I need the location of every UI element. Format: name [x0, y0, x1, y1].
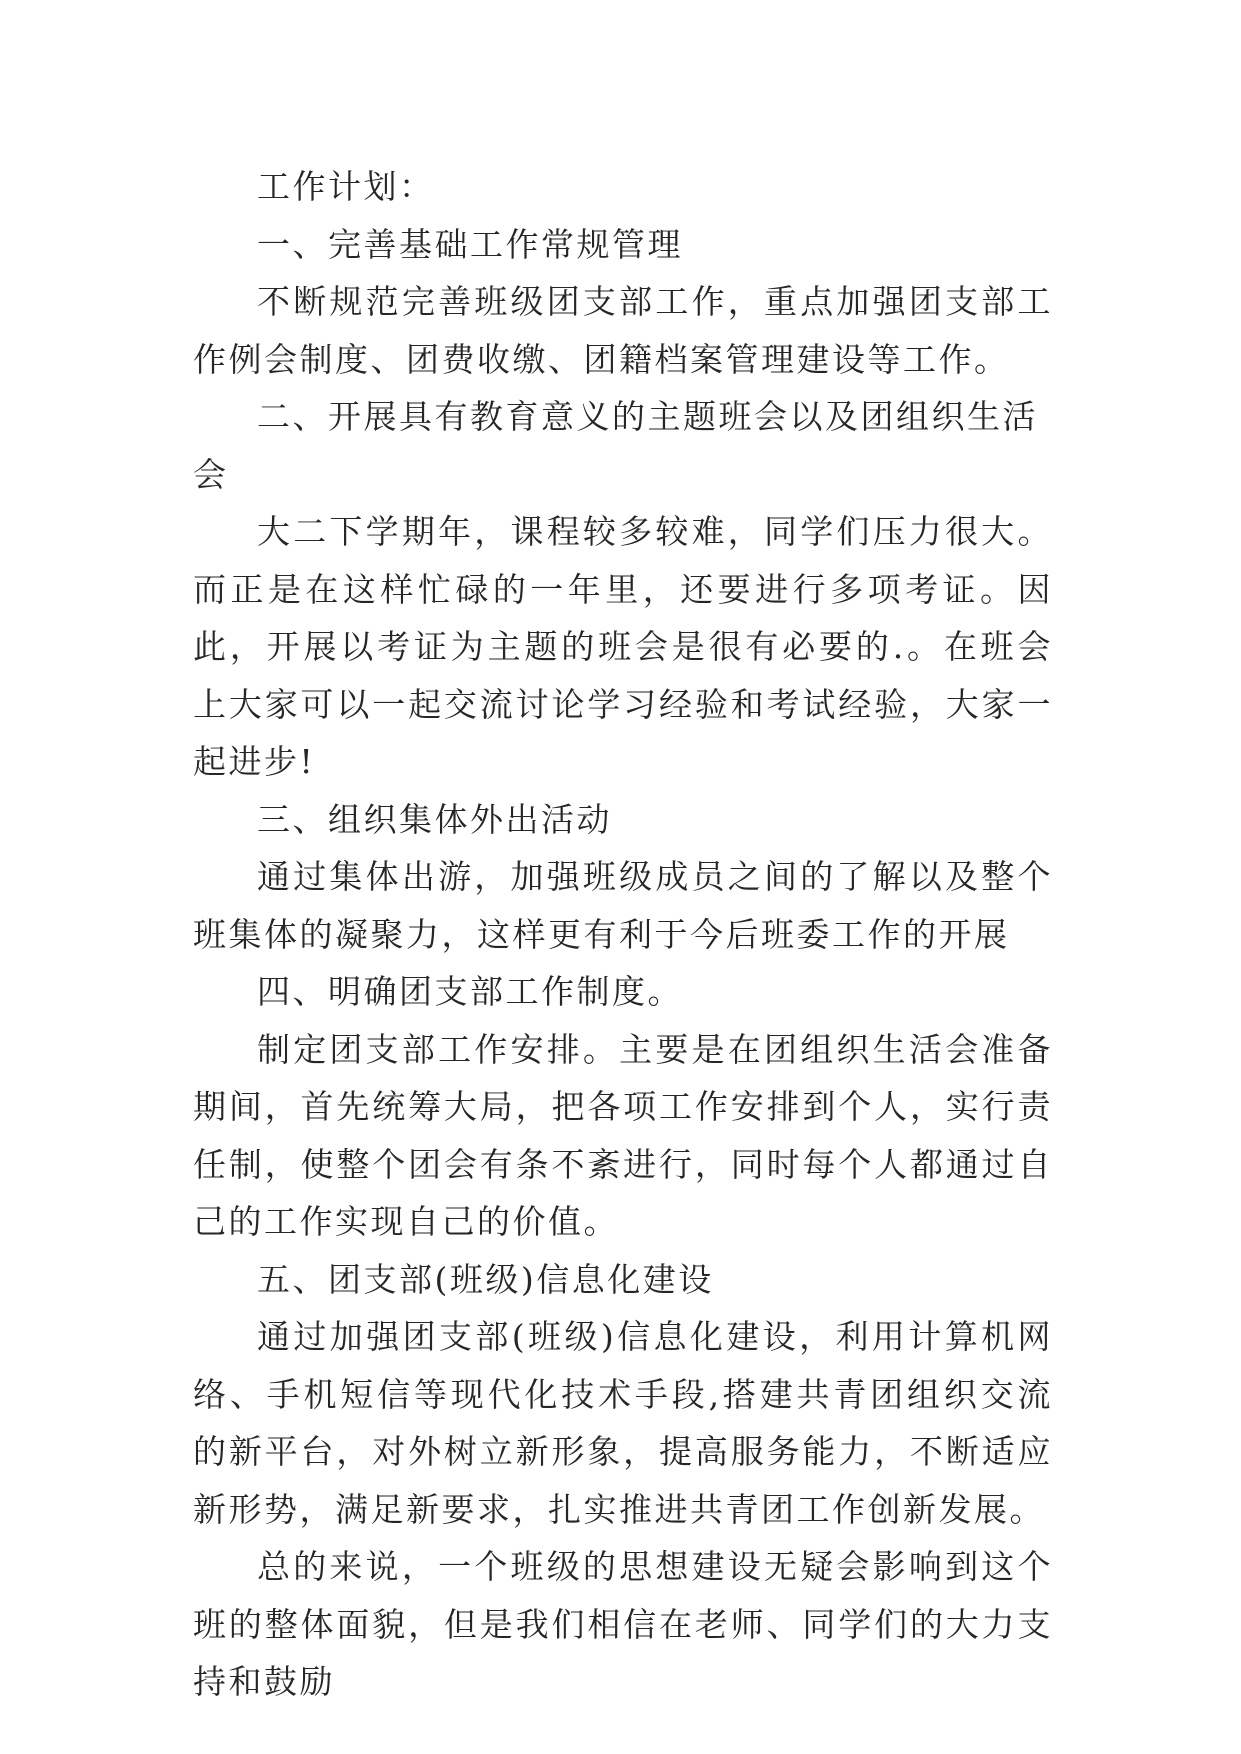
section-paragraph-3: 通过集体出游，加强班级成员之间的了解以及整个班集体的凝聚力，这样更有利于今后班委工作的开展: [193, 857, 1053, 954]
document-body: [193, 158, 1053, 1711]
section-heading-4: 四、明确团支部工作制度。: [257, 972, 683, 1011]
section-heading-3: 三、组织集体外出活动: [257, 799, 612, 839]
section-paragraph-5: 通过加强团支部(班级)信息化建设，利用计算机网络、手机短信等现代化技术手段,搭建共青团组织交流的新平台，对外树立新形象，提高服务能力，不断适应新形势，满足新要求，扎实推进共青团工作创新发展。: [193, 1317, 1053, 1529]
section-paragraph-1: 不断规范完善班级团支部工作，重点加强团支部工作例会制度、团费收缴、团籍档案管理建设等工作。: [193, 282, 1053, 379]
section-heading-1: 一、完善基础工作常规管理: [257, 224, 683, 264]
section-paragraph-4: 制定团支部工作安排。主要是在团组织生活会准备期间，首先统筹大局，把各项工作安排到个人，实行责任制，使整个团会有条不紊进行，同时每个人都通过自己的工作实现自己的价值。: [193, 1029, 1053, 1241]
section-heading-5: 五、团支部(班级)信息化建设: [257, 1259, 714, 1299]
section-paragraph-2: 大二下学期年，课程较多较难，同学们压力很大。而正是在这样忙碌的一年里，还要进行多项考证。因此，开展以考证为主题的班会是很有必要的.。在班会上大家可以一起交流讨论学习经验和考试经验，大家一起进步!: [193, 512, 1053, 781]
summary-paragraph: 总的来说，一个班级的思想建设无疑会影响到这个班的整体面貌，但是我们相信在老师、同学们的大力支持和鼓励: [193, 1547, 1053, 1701]
section-heading-2: 二、开展具有教育意义的主题班会以及团组织生活会: [193, 397, 1038, 494]
plan-title: 工作计划：: [257, 167, 435, 206]
